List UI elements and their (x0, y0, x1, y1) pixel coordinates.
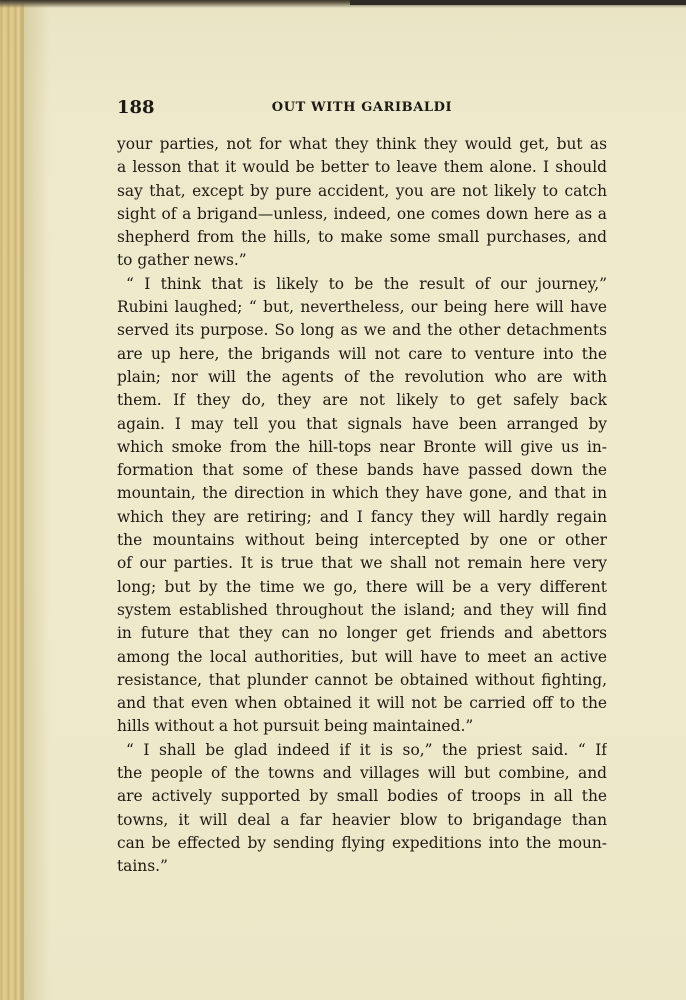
text-line: say that, except by pure accident, you are not likely to catch (117, 181, 607, 200)
text-line: can be effected by sending flying expeditions into the moun- (117, 833, 607, 852)
text-line: are up here, the brigands will not care to venture into the (117, 344, 607, 363)
text-line: “ I think that is likely to be the result of our journey,” (126, 274, 607, 293)
text-line: the people of the towns and villages will but combine, and (117, 764, 607, 783)
text-line: which they are retiring; and I fancy they will hardly regain (117, 507, 607, 526)
body-text (117, 133, 607, 879)
text-line: to gather news.” (117, 251, 247, 270)
text-line: a lesson that it would be better to leave them alone. I should (117, 158, 607, 177)
text-line: shepherd from the hills, to make some small purchases, and (117, 228, 607, 247)
top-binding-strip (350, 0, 686, 5)
page-header (117, 97, 607, 121)
text-line: again. I may tell you that signals have been arranged by (117, 414, 607, 433)
gutter-shadow (20, 0, 50, 1000)
text-line: the mountains without being intercepted by one or other (117, 531, 607, 550)
page-number: 188 (117, 97, 155, 118)
text-line: Rubini laughed; “ but, nevertheless, our being here will have (117, 298, 607, 317)
text-line: your parties, not for what they think they would get, but as (117, 135, 607, 153)
text-line: long; but by the time we go, there will be a very different (117, 577, 607, 596)
text-line: of our parties. It is true that we shall not remain here very (117, 554, 607, 573)
text-line: hills without a hot pursuit being maintained.” (117, 717, 474, 736)
text-line: mountain, the direction in which they have gone, and that in (117, 484, 607, 503)
text-line: “ I shall be glad indeed if it is so,” the priest said. “ If (126, 740, 607, 759)
text-line: served its purpose. So long as we and the other detachments (117, 321, 607, 340)
text-line: tains.” (117, 857, 168, 876)
text-line: plain; nor will the agents of the revolution who are with (117, 367, 607, 386)
running-title: OUT WITH GARIBALDI (271, 100, 453, 115)
text-line: them. If they do, they are not likely to get safely back (117, 391, 607, 410)
text-line: which smoke from the hill-tops near Bronte will give us in- (117, 437, 607, 456)
text-line: resistance, that plunder cannot be obtained without fighting, (117, 670, 607, 689)
text-line: among the local authorities, but will have to meet an active (117, 647, 607, 666)
text-line: towns, it will deal a far heavier blow to brigandage than (117, 810, 607, 829)
text-line: sight of a brigand—unless, indeed, one comes down here as a (117, 204, 607, 223)
text-line: and that even when obtained it will not be carried off to the (117, 694, 607, 713)
text-line: formation that some of these bands have passed down the (117, 461, 607, 480)
text-line: are actively supported by small bodies of troops in all the (117, 787, 607, 806)
text-line: system established throughout the island; and they will find (117, 600, 607, 619)
text-line: in future that they can no longer get friends and abettors (117, 624, 607, 643)
